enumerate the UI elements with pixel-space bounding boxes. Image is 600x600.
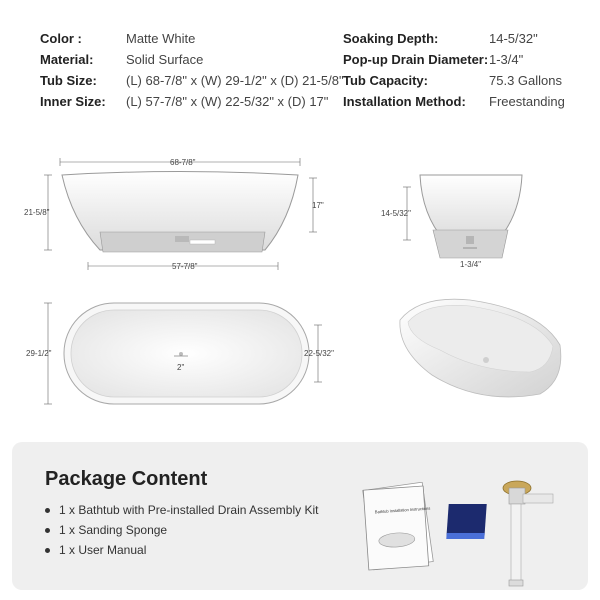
top-width-label: 29-1/2"	[26, 349, 52, 358]
drain-assembly-icon	[499, 472, 559, 590]
user-manual-icon	[362, 482, 442, 577]
list-item	[45, 540, 318, 560]
side-view-tub	[420, 175, 522, 258]
manual-title-text: Bathtub Installation Instructions	[374, 505, 431, 515]
front-inner-length-label: 57-7/8"	[172, 262, 198, 271]
spec-label: Inner Size:	[40, 94, 106, 109]
bullet-icon	[45, 508, 50, 513]
spec-label: Pop-up Drain Diameter:	[343, 52, 489, 67]
spec-label: Material:	[40, 52, 94, 67]
list-item	[45, 520, 318, 540]
spec-value: (L) 57-7/8" x (W) 22-5/32" x (D) 17"	[126, 94, 329, 109]
spec-value: Freestanding	[489, 94, 565, 109]
side-soaking-depth-label: 14-5/32"	[381, 209, 411, 218]
top-view-tub	[64, 303, 309, 404]
spec-label: Soaking Depth:	[343, 31, 439, 46]
package-list	[45, 500, 318, 560]
perspective-tub	[400, 299, 561, 397]
bullet-icon	[45, 548, 50, 553]
front-view-tub	[62, 172, 298, 253]
spec-value: 1-3/4"	[489, 52, 524, 67]
spec-label: Tub Size:	[40, 73, 97, 88]
front-height-label: 21-5/8"	[24, 208, 50, 217]
top-drain-label: 2"	[177, 363, 185, 372]
package-item-label: 1 x Sanding Sponge	[59, 523, 168, 537]
spec-value: (L) 68-7/8" x (W) 29-1/2" x (D) 21-5/8"	[126, 73, 344, 88]
spec-value: Solid Surface	[126, 52, 204, 67]
front-length-label: 68-7/8"	[170, 158, 196, 167]
list-item	[45, 500, 318, 520]
side-drain-label: 1-3/4"	[460, 260, 482, 269]
spec-label: Installation Method:	[343, 94, 466, 109]
package-item-label: 1 x Bathtub with Pre-installed Drain Assembly Kit	[59, 503, 319, 517]
sanding-sponge-icon	[445, 500, 495, 545]
package-item-label: 1 x User Manual	[59, 543, 147, 557]
spec-label: Tub Capacity:	[343, 73, 428, 88]
spec-value: 14-5/32"	[489, 31, 538, 46]
top-inner-width-label: 22-5/32"	[304, 349, 334, 358]
spec-value: 75.3 Gallons	[489, 73, 562, 88]
spec-value: Matte White	[126, 31, 196, 46]
front-inner-depth-label: 17"	[312, 201, 324, 210]
spec-label: Color :	[40, 31, 82, 46]
bullet-icon	[45, 528, 50, 533]
package-title: Package Content	[45, 468, 208, 490]
package-content-panel	[12, 442, 588, 590]
